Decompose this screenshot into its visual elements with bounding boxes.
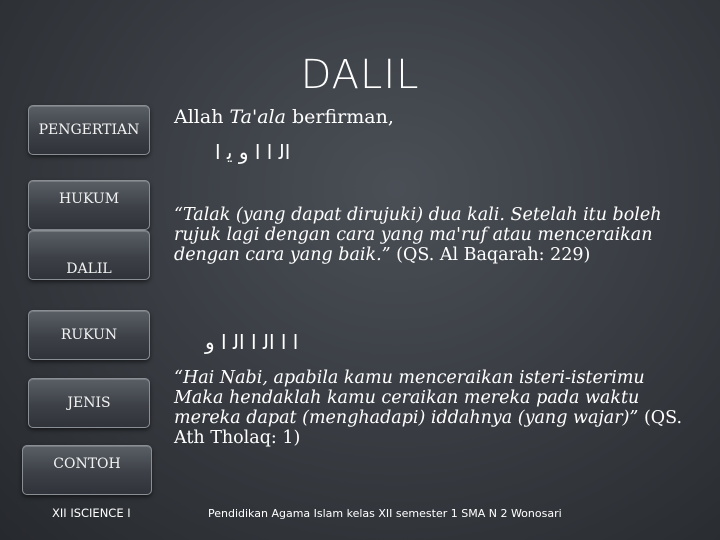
nav-button-label: HUKUM	[58, 191, 120, 207]
intro-italic: Ta'ala	[229, 106, 286, 128]
arabic-verse-2: ﺍ ﺍ ﺍﻟ ﺍ ﺍﻟ ﺍ ﻭ	[205, 330, 299, 354]
intro-suffix: berfirman,	[285, 106, 394, 128]
nav-button-label: PENGERTIAN	[38, 122, 140, 138]
nav-button-label: DALIL	[66, 261, 112, 277]
intro-prefix: Allah	[174, 106, 230, 128]
footer-class-label: XII ISCIENCE I	[52, 506, 131, 520]
quote-1	[174, 205, 684, 265]
quote-1-text: “Talak (yang dapat dirujuki) dua kali. Setelah itu boleh rujuk lagi dengan cara yang ma'ruf atau menceraikan dengan cara yang baik.”	[174, 205, 662, 265]
intro-text	[174, 106, 684, 128]
quote-2-text: “Hai Nabi, apabila kamu menceraikan isteri-isterimu Maka hendaklah kamu ceraikan mereka pada waktu mereka dapat (menghadapi) iddahnya (yang wajar)”	[174, 368, 645, 428]
quote-2	[174, 368, 684, 448]
slide-title: DALIL	[300, 52, 420, 98]
nav-button-label: CONTOH	[53, 456, 121, 472]
arabic-verse-1: ﺍﻟ ﺍ ﺍ ﻭ ﻳ ﺍ	[215, 140, 291, 164]
quote-1-reference: (QS. Al Baqarah: 229)	[390, 245, 591, 265]
nav-button-label: JENIS	[67, 395, 111, 411]
footer-course-label: Pendidikan Agama Islam kelas XII semester 1 SMA N 2 Wonosari	[208, 507, 562, 520]
quote-2-reference: (QS. Ath Tholaq: 1)	[174, 408, 683, 448]
nav-button-contoh[interactable]	[22, 445, 152, 495]
nav-button-dalil[interactable]	[28, 230, 150, 280]
nav-button-rukun[interactable]	[28, 310, 150, 360]
nav-button-hukum[interactable]	[28, 180, 150, 230]
nav-button-jenis[interactable]	[28, 378, 150, 428]
nav-button-pengertian[interactable]	[28, 105, 150, 155]
nav-button-label: RUKUN	[60, 327, 118, 343]
